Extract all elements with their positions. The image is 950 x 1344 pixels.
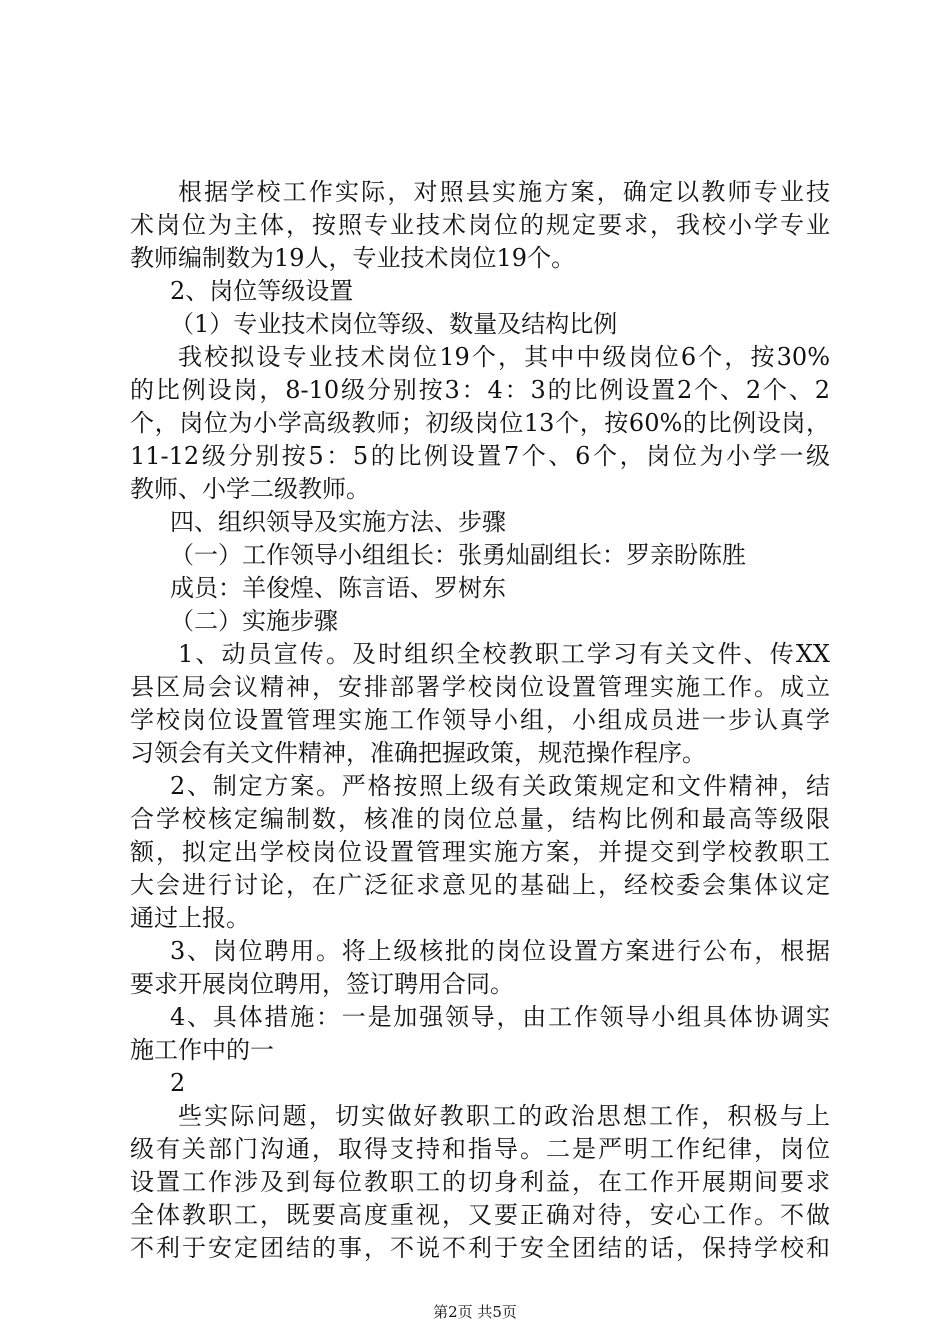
body-line: 额，拟定出学校岗位设置管理实施方案，并提交到学校教职工	[130, 838, 830, 866]
body-line: 大会进行讨论，在广泛征求意见的基础上，经校委会集体议定	[130, 871, 830, 899]
body-line: 我校拟设专业技术岗位19个，其中中级岗位6个，按30%	[178, 343, 830, 371]
body-line: 11-12级分别按5：5的比例设置7个、6个，岗位为小学一级	[130, 442, 830, 470]
body-line: 全体教职工，既要高度重视，又要正确对待，安心工作。不做	[130, 1201, 830, 1229]
body-line: 要求开展岗位聘用，签订聘用合同。	[130, 970, 514, 998]
page-footer: 第2页 共5页	[433, 1303, 517, 1321]
body-line: 施工作中的一	[130, 1036, 274, 1064]
body-line: 合学校核定编制数，核准的岗位总量，结构比例和最高等级限	[130, 805, 830, 833]
body-line: 不利于安定团结的事，不说不利于安全团结的话，保持学校和	[130, 1234, 830, 1262]
body-line: 教师、小学二级教师。	[130, 475, 370, 503]
body-line: 1、动员宣传。及时组织全校教职工学习有关文件、传XX	[178, 640, 830, 668]
body-line: 2、制定方案。严格按照上级有关政策规定和文件精神，结	[170, 772, 830, 800]
body-line: 术岗位为主体，按照专业技术岗位的规定要求，我校小学专业	[130, 211, 830, 239]
inline-page-number: 2	[170, 1069, 186, 1097]
body-line: 4、具体措施：一是加强领导，由工作领导小组具体协调实	[170, 1003, 830, 1031]
body-line: 教师编制数为19人，专业技术岗位19个。	[130, 244, 576, 272]
body-line: （一）工作领导小组组长：张勇灿副组长：罗亲盼陈胜	[170, 541, 746, 569]
body-line: 通过上报。	[130, 904, 250, 932]
body-line: 级有关部门沟通，取得支持和指导。二是严明工作纪律，岗位	[130, 1135, 830, 1163]
body-line: 的比例设岗，8-10级分别按3：4：3的比例设置2个、2个、2	[130, 376, 830, 404]
body-line: 习领会有关文件精神，准确把握政策，规范操作程序。	[130, 739, 706, 767]
body-line: 县区局会议精神，安排部署学校岗位设置管理实施工作。成立	[130, 673, 830, 701]
body-line: 个，岗位为小学高级教师；初级岗位13个，按60%的比例设岗，	[130, 409, 830, 437]
body-line: 成员：羊俊煌、陈言语、罗树东	[170, 574, 506, 602]
body-line: 根据学校工作实际，对照县实施方案，确定以教师专业技	[178, 178, 830, 206]
body-line: 学校岗位设置管理实施工作领导小组，小组成员进一步认真学	[130, 706, 830, 734]
subsection-heading: （1）专业技术岗位等级、数量及结构比例	[170, 310, 618, 338]
body-line: 设置工作涉及到每位教职工的切身利益，在工作开展期间要求	[130, 1168, 830, 1196]
subsection-heading: （二）实施步骤	[170, 607, 338, 635]
body-line: 些实际问题，切实做好教职工的政治思想工作，积极与上	[178, 1102, 830, 1130]
body-text	[130, 176, 830, 1265]
section-heading: 2、岗位等级设置	[170, 277, 354, 305]
body-line: 3、岗位聘用。将上级核批的岗位设置方案进行公布，根据	[170, 937, 830, 965]
section-heading: 四、组织领导及实施方法、步骤	[170, 508, 506, 536]
